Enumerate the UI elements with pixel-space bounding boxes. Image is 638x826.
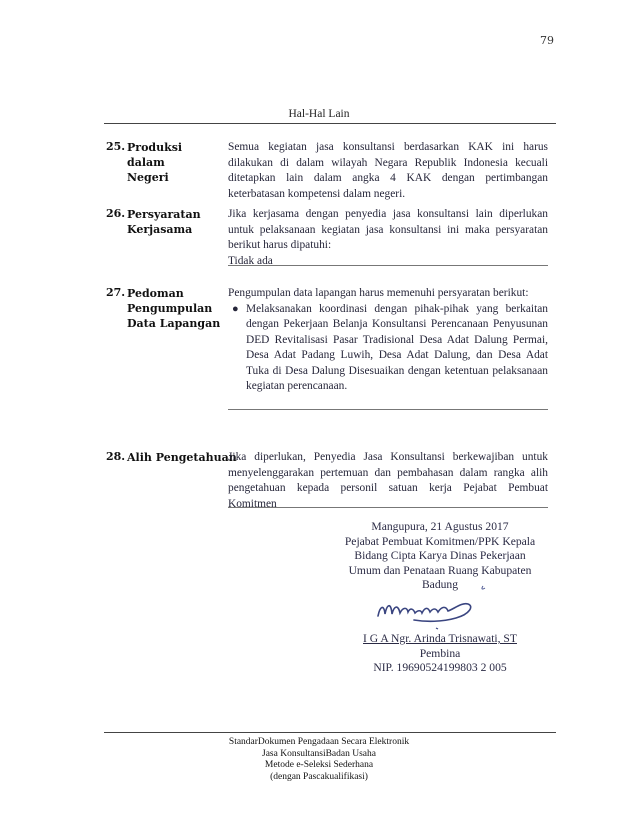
item-26-divider <box>228 265 548 266</box>
item-28-label-line: Alih Pengetahuan <box>127 451 237 464</box>
signatory-details <box>320 632 560 676</box>
footer-line: (dengan Pascakualifikasi) <box>270 771 368 782</box>
item-25-number: 25. <box>106 140 126 153</box>
item-25-label-line: Negeri <box>127 171 169 184</box>
section-title: Hal-Hal Lain <box>288 108 350 120</box>
signatory-rank: Pembina <box>419 646 461 660</box>
item-25-label-line: Produksi dalam <box>127 141 183 169</box>
handwritten-signature <box>370 580 500 632</box>
item-27-paragraph: Pengumpulan data lapangan harus memenuhi persyaratan berikut: <box>228 287 529 299</box>
item-27-label-line: Pedoman <box>127 287 184 300</box>
item-26-label-line: Kerjasama <box>127 223 193 236</box>
item-27-number: 27. <box>106 286 126 299</box>
item-25-label <box>127 140 223 185</box>
item-26-text <box>228 207 548 269</box>
signatory-name: I G A Ngr. Arinda Trisnawati, ST <box>363 632 517 645</box>
footer <box>0 737 638 783</box>
signatory-nip: NIP. 19690524199803 2 005 <box>373 661 507 674</box>
bullet-icon: ● <box>232 302 239 315</box>
footer-divider <box>104 732 556 733</box>
signature-position-line: Badung <box>421 578 459 591</box>
signature-position-line: Pejabat Pembuat Komitmen/PPK Kepala <box>344 534 536 548</box>
signature-position-line: Umum dan Penataan Ruang Kabupaten <box>348 563 532 577</box>
item-27-text <box>228 286 548 395</box>
item-27-bullet-text: Melaksanakan koordinasi dengan pihak-pihak yang berkaitan dengan Pekerjaan Belanja Konsultansi Perencanaan Penyusunan DED Revitalisasi Pasar Tradisional Desa Adat Dalung Permai, Desa Adat Padang Luwih, Desa Adat Dalung, dan Desa Adat Tuka di Desa Dalung Disesuaikan dengan ketentuan pelaksanaan kegiatan perencanaan. <box>246 302 548 392</box>
item-28-label <box>127 450 237 465</box>
item-26-extra: Tidak ada <box>228 254 273 267</box>
item-27-label <box>127 286 223 331</box>
signature-position-line: Bidang Cipta Karya Dinas Pekerjaan <box>354 549 526 562</box>
item-26-label-line: Persyaratan <box>127 208 201 221</box>
item-27-label-line: Pengumpulan <box>127 302 213 315</box>
page-number: 79 <box>540 34 554 47</box>
item-28-divider <box>228 507 548 508</box>
item-27-divider <box>228 409 548 410</box>
footer-line: StandarDokumen Pengadaan Secara Elektronik <box>228 737 410 747</box>
footer-line: Jasa KonsultansiBadan Usaha <box>262 748 376 759</box>
item-26-number: 26. <box>106 207 126 220</box>
item-27-bullet <box>228 302 548 395</box>
item-26-label <box>127 207 223 237</box>
footer-line: Metode e-Seleksi Sederhana <box>264 760 374 770</box>
item-25-text: Semua kegiatan jasa konsultansi berdasarkan KAK ini harus dilakukan di dalam wilayah Negara Republik Indonesia kecuali ditetapkan lain dalam angka 4 KAK dengan pertimbangan keterbatasan kompetensi dalam negeri. <box>228 141 548 200</box>
item-28-text: Jika diperlukan, Penyedia Jasa Konsultansi berkewajiban untuk menyelenggarakan pertemuan dan pembahasan dalam rangka alih pengetahuan kepada personil satuan kerja Pejabat Pembuat Komitmen <box>228 451 548 510</box>
item-26-paragraph: Jika kerjasama dengan penyedia jasa konsultansi lain diperlukan untuk pelaksanaan kegiatan jasa konsultansi ini maka persyaratan berikut harus dipatuhi: <box>228 208 548 251</box>
signature-place-date: Mangupura, 21 Agustus 2017 <box>371 520 509 533</box>
item-27-label-line: Data Lapangan <box>127 317 221 330</box>
item-28-number: 28. <box>106 450 126 463</box>
header-divider <box>104 123 556 124</box>
